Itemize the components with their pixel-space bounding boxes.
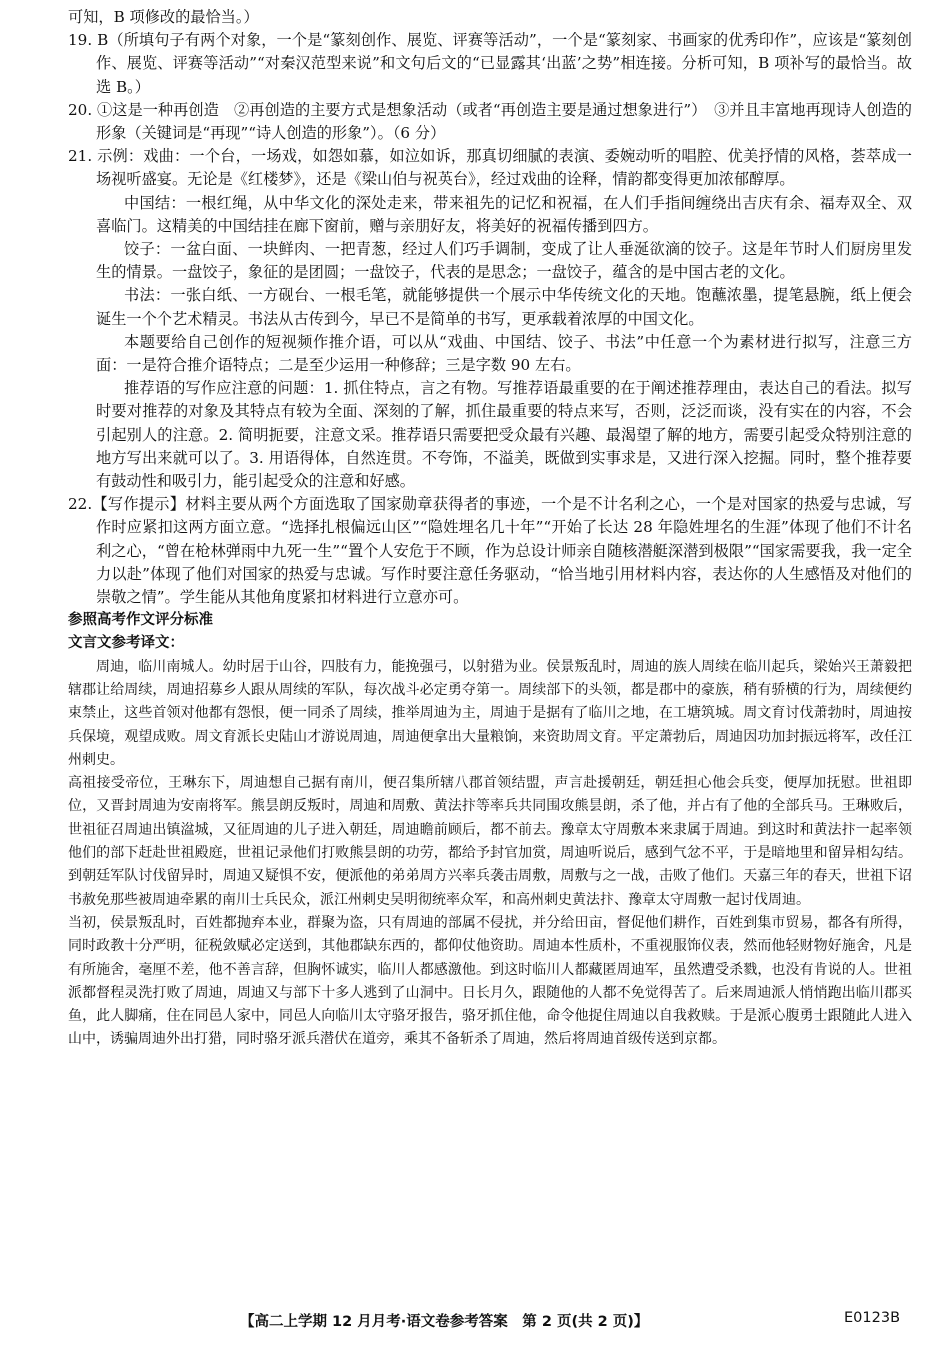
recommendation-tips: 推荐语的写作应注意的问题：1. 抓住特点，言之有物。写推荐语最重要的在于阐述推荐理由，表达自己的看法。拟写时要对推荐的对象及其特点有较为全面、深刻的了解，抓住最重要的特点来写，否则，泛泛而谈，没有实在的内容，不会引起别人的注意。2. 简明扼要，注意文采。推荐语只需要把受众最有兴趣、最渴望了解的地方，需要引起受众特别注意的地方写出来就可以了。3. 用语得体，自然连贯。不夸饰，不溢美，既做到实事求是，又进行深入挖掘。同时，整个推荐要有鼓动性和吸引力，能引起受众的注意和好感。 (96, 379, 912, 491)
requirement-note: 本题要给自己创作的短视频作推介语，可以从“戏曲、中国结、饺子、书法”中任意一个为素材进行拟写，注意三方面：一是符合推介语特点；二是至少运用一种修辞；三是字数 90 左右。 (96, 332, 912, 375)
footer-code: E0123B (844, 1310, 901, 1326)
translation-paragraph-1: 周迪，临川南城人。幼时居于山谷，四肢有力，能挽强弓，以射猎为业。侯景叛乱时，周迪的族人周续在临川起兵，梁始兴王萧毅把辖郡让给周续，周迪招募乡人跟从周续的军队，每次战斗必定勇夺第一。周续部下的头领，都是郡中的豪族，稍有骄横的行为，周续便约束禁止，这些首领对他都有怨恨，便一同杀了周续，推举周迪为主，周迪于是据有了临川之地，在工塘筑城。周文育讨伐萧勃时，周迪按兵保境，观望成败。周文育派长史陆山才游说周迪，周迪便拿出大量粮饷，来资助周文育。平定萧勃后，周迪因功加封振远将军，改任江州刺史。 (68, 658, 912, 768)
answer-21: 21. 示例：戏曲：一个台，一场戏，如怨如慕，如泣如诉，那真切细腻的表演、委婉动听的唱腔、优美抒情的风格，荟萃成一场视听盛宴。无论是《红楼梦》，还是《梁山伯与祝英台》，经过戏曲的诠释，情韵都变得更加浓郁醇厚。 (68, 147, 912, 189)
example-dumplings: 饺子：一盆白面、一块鲜肉、一把青葱，经过人们巧手调制，变成了让人垂涎欲滴的饺子。这是年节时人们厨房里发生的情景。一盘饺子，象征的是团圆；一盘饺子，代表的是思念；一盘饺子，蕴含的是中国古老的文化。 (96, 240, 912, 282)
scoring-heading: 参照高考作文评分标准 (68, 612, 213, 629)
answer-tail-18: 可知，B 项修改的最恰当。） (68, 8, 259, 26)
answer-20: 20. ①这是一种再创造 ②再创造的主要方式是想象活动（或者“再创造主要是通过想象进行”） ③并且丰富地再现诗人创造的形象（关键词是“再现”“诗人创造的形象”）。（6 分） (68, 100, 912, 143)
answer-22: 22.【写作提示】材料主要从两个方面选取了国家勋章获得者的事迹，一个是不计名利之心，一个是对国家的热爱与忠诚，写作时应紧扣这两方面立意。“选择扎根偏远山区”“隐姓埋名几十年”“开始了长达 28 年隐姓埋名的生涯”体现了他们不计名利之心，“曾在枪林弹雨中九死一生”“置个人安危于不顾，作为总设计师亲自随核潜艇深潜到极限”“国家需要我，我一定全力以赴”体现了他们对国家的热爱与忠诚。写作时要注意任务驱动，“恰当地引用材料内容，表达你的人生感悟及对他们的崇敬之情”。学生能从其他角度紧扣材料进行立意亦可。 (68, 495, 912, 607)
answer-page (68, 6, 912, 1052)
answer-19: 19. B（所填句子有两个对象，一个是“篆刻创作、展览、评赛等活动”，一个是“篆刻家、书画家的优秀印作”，应该是“篆刻创作、展览、评赛等活动”“对秦汉范型来说”和文句后文的“已显露其‘出蓝’之势”相连接。分析可知，B 项补写的最恰当。故选 B。） (68, 31, 912, 96)
translation-paragraph-3: 当初，侯景叛乱时，百姓都抛弃本业，群聚为盗，只有周迪的部属不侵扰，并分给田亩，督促他们耕作，百姓到集市贸易，都各有所得，同时政教十分严明，征税敛赋必定送到，其他郡缺东西的，都仰仗他资助。周迪本性质朴，不重视服饰仪表，然而他轻财物好施舍，凡是有所施舍，毫厘不差，他不善言辞，但胸怀诚实，临川人都感激他。到这时临川人都藏匿周迪军，虽然遭受杀戮，也没有肯说的人。世祖派都督程灵洗打败了周迪，周迪又与部下十多人逃到了山洞中。日长月久，跟随他的人都不免觉得苦了。后来周迪派人悄悄跑出临川郡买鱼，此人脚痛，住在同邑人家中，同邑人向临川太守骆牙报告，骆牙抓住他，命令他捉住周迪以自我救赎。于是派心腹勇士跟随此人进入山中，诱骗周迪外出打猎，同时骆牙派兵潜伏在道旁，乘其不备斩杀了周迪，然后将周迪首级传送到京都。 (68, 914, 912, 1048)
footer-title: 【高二上学期 12 月月考·语文卷参考答案 第 2 页(共 2 页)】 (240, 1314, 649, 1330)
translation-heading: 文言文参考译文： (68, 635, 184, 652)
translation-paragraph-2: 高祖接受帝位，王琳东下，周迪想自己据有南川，便召集所辖八郡首领结盟，声言赴援朝廷，朝廷担心他会兵变，便厚加抚慰。世祖即位，又晋封周迪为安南将军。熊昙朗反叛时，周迪和周敷、黄法抃等率兵共同围攻熊昙朗，杀了他，并占有了他的全部兵马。王琳败后，世祖征召周迪出镇湓城，又征周迪的儿子进入朝廷，周迪瞻前顾后，都不前去。豫章太守周敷本来隶属于周迪。到这时和黄法抃一起率领他们的部下赶赴世祖殿庭，世祖记录他们打败熊昙朗的功劳，都给予封官加赏，周迪听说后，感到气忿不平，于是暗地里和留异相勾结。到朝廷军队讨伐留异时，周迪又疑惧不安，便派他的弟弟周方兴率兵袭击周敷，周敷与之一战，击败了他们。天嘉三年的春天，世祖下诏书赦免那些被周迪牵累的南川士兵民众，派江州刺史吴明彻统率众军，和高州刺史黄法抃、豫章太守周敷一起讨伐周迪。 (68, 775, 912, 908)
example-calligraphy: 书法：一张白纸、一方砚台、一根毛笔，就能够提供一个展示中华传统文化的天地。饱蘸浓墨，提笔悬腕，纸上便会诞生一个个艺术精灵。书法从古传到今，早已不是简单的书写，更承载着浓厚的中国文化。 (96, 286, 912, 328)
example-chinese-knot: 中国结：一根红绳，从中华文化的深处走来，带来祖先的记忆和祝福，在人们手指间缠绕出吉庆有余、福寿双全、双喜临门。这精美的中国结挂在廊下窗前，赠与亲朋好友，将美好的祝福传播到四方。 (96, 193, 912, 235)
